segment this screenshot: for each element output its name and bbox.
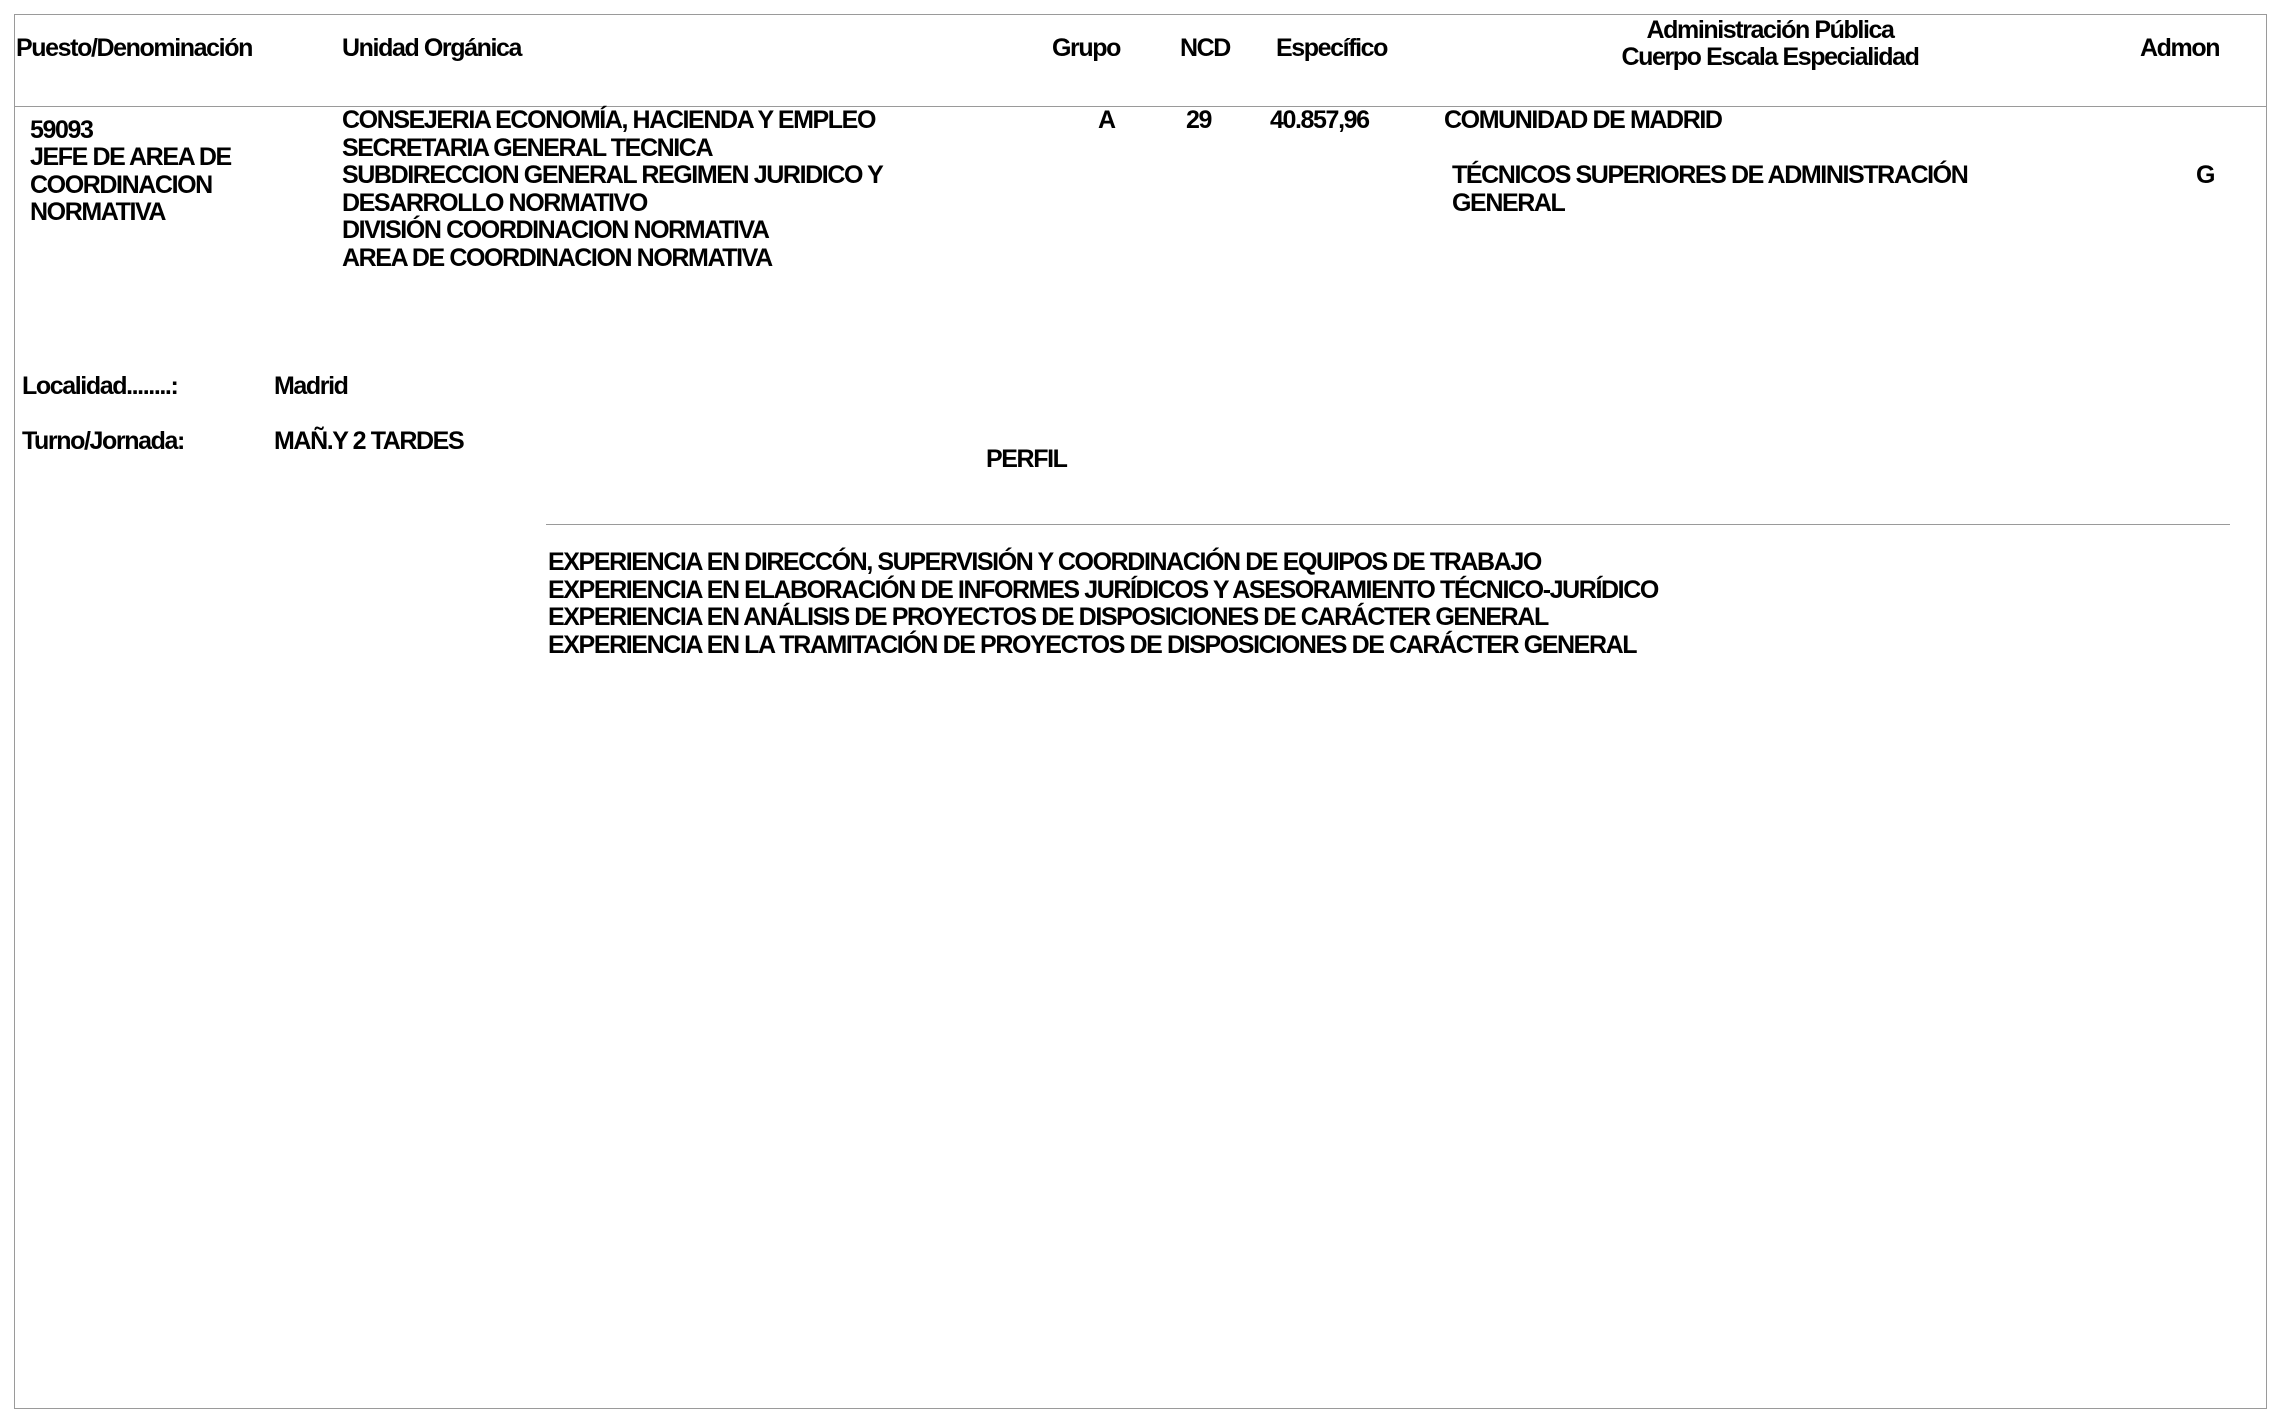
perfil-item: EXPERIENCIA EN LA TRAMITACIÓN DE PROYECTOS DE DISPOSICIONES DE CARÁCTER GENERAL bbox=[548, 630, 1637, 659]
especifico-value: 40.857,96 bbox=[1270, 106, 1369, 134]
perfil-item: EXPERIENCIA EN DIRECCÓN, SUPERVISIÓN Y COORDINACIÓN DE EQUIPOS DE TRABAJO bbox=[548, 548, 1541, 576]
localidad-value: Madrid bbox=[274, 372, 348, 400]
denominacion-line: JEFE DE AREA DE bbox=[30, 143, 231, 171]
cuerpo-value bbox=[1452, 162, 1967, 217]
grupo-value: A bbox=[1098, 106, 1115, 134]
unidad-line: SUBDIRECCION GENERAL REGIMEN JURIDICO Y bbox=[342, 161, 883, 189]
denominacion-line: COORDINACION bbox=[30, 170, 212, 199]
puesto-codigo: 59093 bbox=[30, 116, 93, 144]
perfil-divider bbox=[546, 524, 2230, 525]
unidad-line: CONSEJERIA ECONOMÍA, HACIENDA Y EMPLEO bbox=[342, 106, 875, 134]
header-puesto: Puesto/Denominación bbox=[16, 34, 252, 62]
administracion-value: COMUNIDAD DE MADRID bbox=[1444, 106, 1722, 134]
unidad-line: DIVISIÓN COORDINACION NORMATIVA bbox=[342, 216, 769, 244]
header-unidad: Unidad Orgánica bbox=[342, 34, 522, 62]
unidad-line: AREA DE COORDINACION NORMATIVA bbox=[342, 243, 772, 272]
unidad-line: DESARROLLO NORMATIVO bbox=[342, 188, 647, 217]
perfil-label: PERFIL bbox=[986, 445, 1067, 473]
header-cuerpo-escala-especialidad: Cuerpo Escala Especialidad bbox=[1621, 43, 1919, 71]
localidad-label: Localidad........: bbox=[22, 372, 178, 400]
turno-label: Turno/Jornada: bbox=[22, 427, 184, 455]
header-admon: Admon bbox=[2140, 34, 2220, 62]
cuerpo-line: TÉCNICOS SUPERIORES DE ADMINISTRACIÓN bbox=[1452, 161, 1968, 189]
header-especifico: Específico bbox=[1276, 34, 1388, 62]
header-ncd: NCD bbox=[1180, 34, 1230, 62]
puesto-denominacion bbox=[30, 144, 231, 227]
unidad-organica bbox=[342, 107, 882, 272]
header-administracion-publica: Administración Pública bbox=[1646, 16, 1894, 44]
ncd-value: 29 bbox=[1186, 106, 1212, 134]
turno-value: MAÑ.Y 2 TARDES bbox=[274, 427, 464, 455]
perfil-item: EXPERIENCIA EN ANÁLISIS DE PROYECTOS DE DISPOSICIONES DE CARÁCTER GENERAL bbox=[548, 603, 1548, 631]
denominacion-line: NORMATIVA bbox=[30, 198, 166, 226]
perfil-list bbox=[548, 549, 1658, 659]
perfil-item: EXPERIENCIA EN ELABORACIÓN DE INFORMES JURÍDICOS Y ASESORAMIENTO TÉCNICO-JURÍDICO bbox=[548, 575, 1658, 604]
admon-value: G bbox=[2196, 161, 2215, 189]
cuerpo-line: GENERAL bbox=[1452, 188, 1565, 217]
unidad-line: SECRETARIA GENERAL TECNICA bbox=[342, 133, 713, 162]
header-grupo: Grupo bbox=[1052, 34, 1120, 62]
